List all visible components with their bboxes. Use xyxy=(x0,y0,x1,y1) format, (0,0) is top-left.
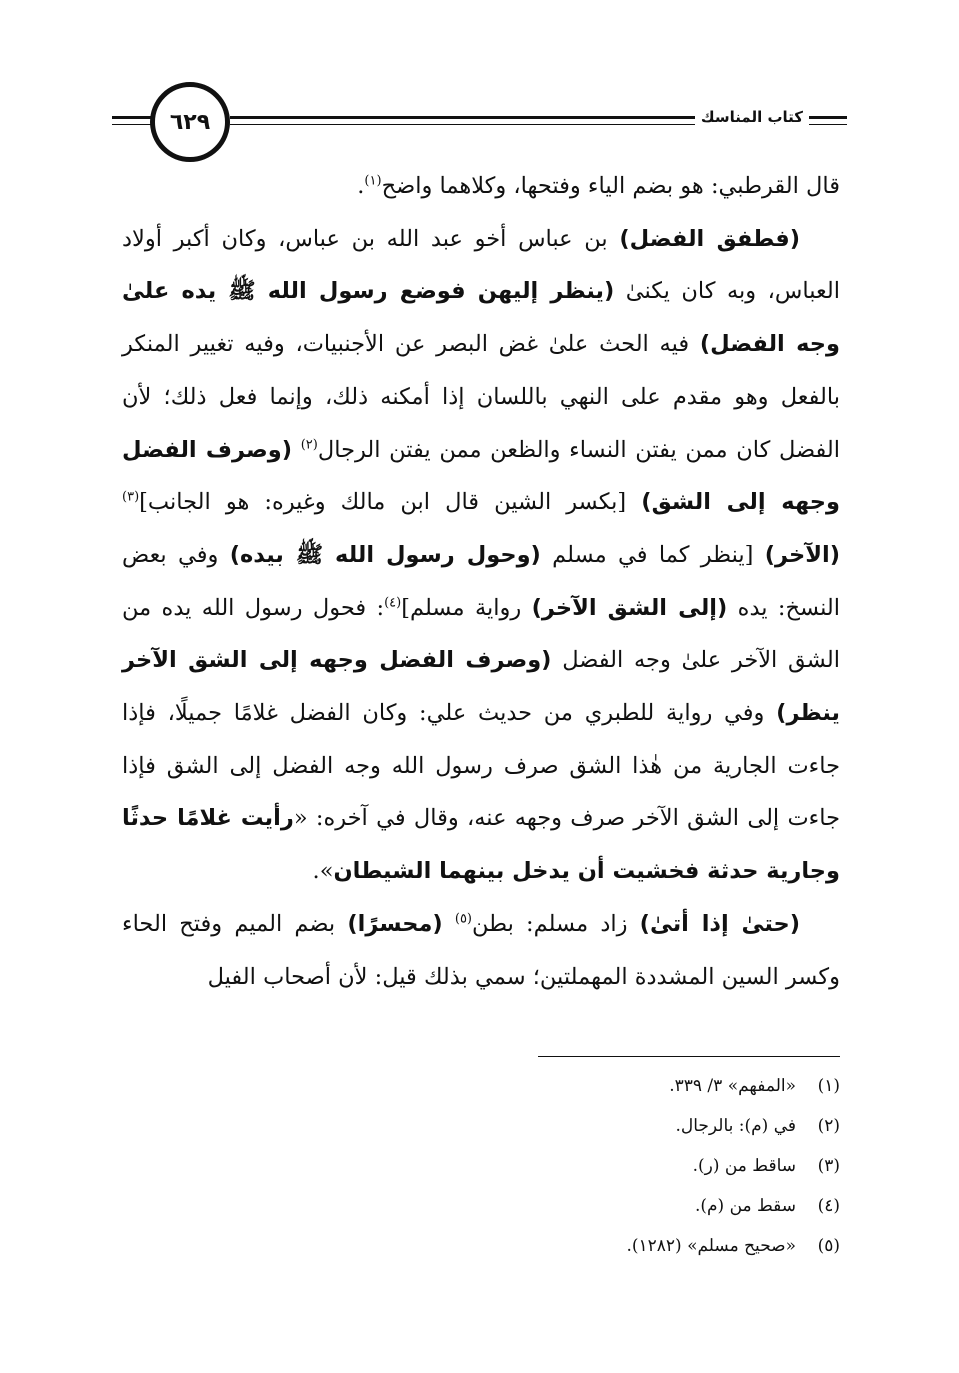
footnote-ref-3: (٣) xyxy=(122,489,140,505)
paragraph-2 xyxy=(122,213,840,898)
quoted-hadith-phrase: (ينظر إليهن فوضع رسول الله ﷺ يده علىٰ وجه الفضل) xyxy=(122,278,840,358)
quoted-hadith-phrase: (وصرف الفضل وجهه إلى الشق الآخر ينظر) xyxy=(122,647,840,727)
text-run: . xyxy=(357,173,365,199)
quoted-hadith-phrase: (محسرًا) xyxy=(347,910,443,937)
footnote-text: «المفهم» ٣/ ٣٣٩. xyxy=(669,1076,796,1096)
text-run xyxy=(292,437,301,463)
text-run xyxy=(443,911,455,937)
footnote-text: «صحيح مسلم» (١٢٨٢). xyxy=(626,1236,796,1256)
running-title: كتاب المناسك xyxy=(695,108,809,126)
quoted-hadith-phrase: (إلى الشق الآخر) xyxy=(531,594,728,621)
footnote-item xyxy=(300,1066,840,1106)
header-rule-left xyxy=(112,116,152,119)
footnote-number: (٤) xyxy=(817,1196,840,1216)
quoted-hadith-phrase: (الآخر) xyxy=(764,541,840,568)
text-run: فيه الحث علىٰ غض البصر عن الأجنبيات، وفيه تغيير المنكر بالفعل وهو مقدم على النهي باللسان إذا أمكنه ذلك، وإنما فعل ذلك؛ لأن الفضل كان ممن يفتن النساء والظعن ممن يفتن الرجال xyxy=(122,331,841,463)
header-rule-left-thin xyxy=(112,124,152,125)
text-run: زاد مسلم: بطن xyxy=(472,910,640,937)
text-run: رواية مسلم] xyxy=(401,594,532,621)
footnote-ref-4: (٤) xyxy=(384,595,402,611)
page-number: ٦٢٩ xyxy=(150,82,230,162)
text-run: وفي رواية للطبري من حديث علي: وكان الفضل غلامًا جميلًا، فإذا جاءت الجارية من هٰذا الشق صرف رسول الله وجه الفضل إلى الشق فإذا جاءت إلى الشق الآخر صرف وجهه عنه، وقال في آخره: « xyxy=(122,700,840,832)
footnote-number: (٥) xyxy=(817,1236,840,1256)
text-run: وفي بعض النسخ: يده xyxy=(122,541,840,621)
text-run: [بكسر الشين قال ابن مالك وغيره: هو الجانب] xyxy=(139,489,642,516)
text-run: ». xyxy=(312,858,334,885)
footnote-item xyxy=(300,1186,840,1226)
paragraph-3 xyxy=(122,898,840,1003)
quoted-hadith-phrase: (حتىٰ إذا أتىٰ) xyxy=(639,910,800,937)
quoted-hadith-phrase: (فطفق الفضل) xyxy=(619,225,800,252)
footnote-ref-5: (٥) xyxy=(454,911,472,927)
footnote-text: ساقط من (ر). xyxy=(692,1156,796,1176)
page-header xyxy=(112,82,847,168)
paragraph-1 xyxy=(122,160,840,213)
text-run: بن عباس أخو عبد الله بن عباس، وكان أكبر أولاد العباس، وبه كان يكنىٰ xyxy=(122,225,840,305)
text-run: : فحول رسول الله يده من الشق الآخر علىٰ وجه الفضل xyxy=(122,594,840,674)
quoted-hadith-phrase: (وحول رسول الله ﷺ بيده) xyxy=(229,541,541,568)
footnote-number: (٣) xyxy=(817,1156,840,1176)
footnote-ref-1: (١) xyxy=(364,173,382,189)
main-text xyxy=(122,160,840,1003)
quoted-hadith-phrase: (وصرف الفضل وجهه إلى الشق) xyxy=(122,436,840,516)
text-run: [ينظر كما في مسلم xyxy=(540,541,765,568)
footnote-item xyxy=(300,1106,840,1146)
footnote-ref-2: (٢) xyxy=(300,437,318,453)
footnotes xyxy=(300,1066,840,1266)
footnote-text: سقط من (م). xyxy=(694,1196,796,1216)
footnote-item xyxy=(300,1226,840,1266)
footnote-number: (٢) xyxy=(817,1116,840,1136)
footnote-number: (١) xyxy=(817,1076,840,1096)
footnote-text: في (م): بالرجال. xyxy=(675,1116,796,1136)
footnote-separator xyxy=(538,1056,840,1057)
text-run: قال القرطبي: هو بضم الياء وفتحها، وكلاهما واضح xyxy=(381,173,840,199)
footnote-item xyxy=(300,1146,840,1186)
quoted-hadith-phrase: رأيت غلامًا حدثًا وجارية حدثة فخشيت أن يدخل بينهما الشيطان xyxy=(122,805,840,885)
text-run: بضم الميم وفتح الحاء وكسر السين المشددة المهملتين؛ سمي بذلك قيل: لأن أصحاب الفيل xyxy=(122,910,840,990)
